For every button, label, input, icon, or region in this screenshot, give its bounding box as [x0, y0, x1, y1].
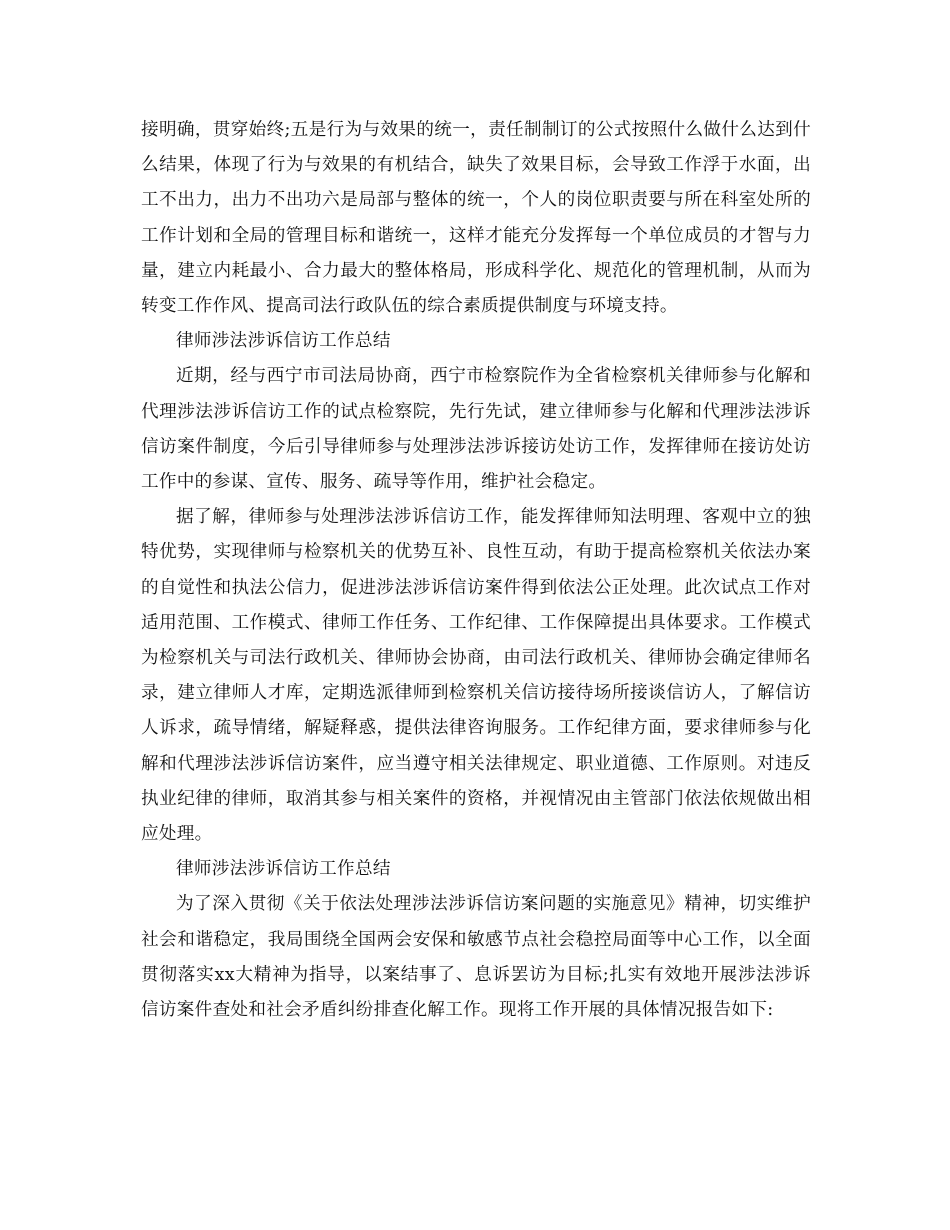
document-body — [141, 113, 811, 1028]
paragraph-continuation: 接明确，贯穿始终;五是行为与效果的统一，责任制制订的公式按照什么做什么达到什么结果，体现了行为与效果的有机结合，缺失了效果目标，会导致工作浮于水面，出工不出力，出力不出功六是局部与整体的统一，个人的岗位职责要与所在科室处所的工作计划和全局的管理目标和谐统一，这样才能充分发挥每一个单位成员的才智与力量，建立内耗最小、合力最大的整体格局，形成科学化、规范化的管理机制，从而为转变工作作风、提高司法行政队伍的综合素质提供制度与环境支持。 — [141, 120, 811, 317]
section-heading: 律师涉法涉诉信访工作总结 — [176, 331, 391, 352]
section-heading: 律师涉法涉诉信访工作总结 — [176, 859, 391, 880]
paragraph: 为了深入贯彻《关于依法处理涉法涉诉信访案问题的实施意见》精神，切实维护社会和谐稳定，我局围绕全国两会安保和敏感节点社会稳控局面等中心工作，以全面贯彻落实xx大精神为指导，以案结事了、息诉罢访为目标;扎实有效地开展涉法涉诉信访案件查处和社会矛盾纠纷排查化解工作。现将工作开展的具体情况报告如下: — [141, 894, 811, 1021]
paragraph: 据了解，律师参与处理涉法涉诉信访工作，能发挥律师知法明理、客观中立的独特优势，实现律师与检察机关的优势互补、良性互动，有助于提高检察机关依法办案的自觉性和执法公信力，促进涉法涉诉信访案件得到依法公正处理。此次试点工作对适用范围、工作模式、律师工作任务、工作纪律、工作保障提出具体要求。工作模式为检察机关与司法行政机关、律师协会协商，由司法行政机关、律师协会确定律师名录，建立律师人才库，定期选派律师到检察机关信访接待场所接谈信访人，了解信访人诉求，疏导情绪，解疑释惑，提供法律咨询服务。工作纪律方面，要求律师参与化解和代理涉法涉诉信访案件，应当遵守相关法律规定、职业道德、工作原则。对违反执业纪律的律师，取消其参与相关案件的资格，并视情况由主管部门依法依规做出相应处理。 — [141, 507, 811, 845]
paragraph: 近期，经与西宁市司法局协商，西宁市检察院作为全省检察机关律师参与化解和代理涉法涉诉信访工作的试点检察院，先行先试，建立律师参与化解和代理涉法涉诉信访案件制度，今后引导律师参与处理涉法涉诉接访处访工作，发挥律师在接访处访工作中的参谋、宣传、服务、疏导等作用，维护社会稳定。 — [141, 366, 811, 493]
